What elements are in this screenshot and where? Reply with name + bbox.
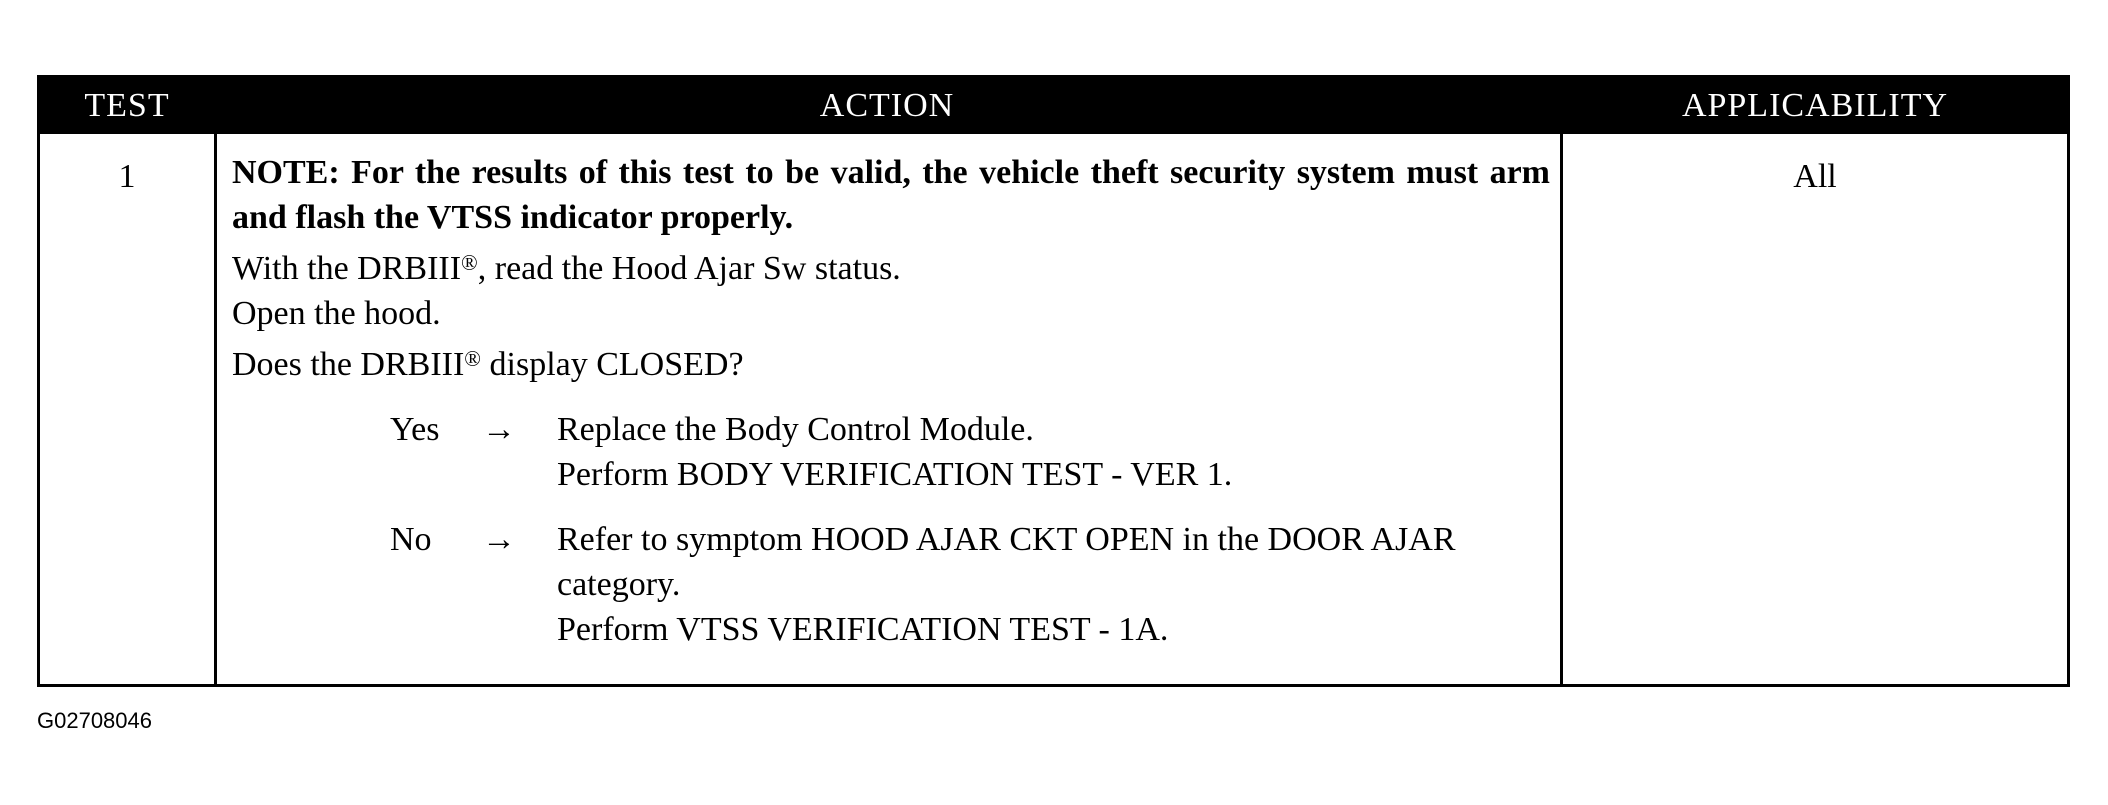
answer-label: Yes bbox=[390, 411, 440, 448]
header-test: TEST bbox=[84, 87, 170, 124]
column-divider bbox=[214, 134, 217, 684]
response-result: Replace the Body Control Module. Perform BODY VERIFICATION TEST - VER 1. bbox=[557, 411, 1233, 493]
applicability-value: All bbox=[1793, 158, 1837, 195]
test-number: 1 bbox=[118, 158, 136, 195]
figure-id: G02708046 bbox=[37, 708, 152, 733]
test-note: NOTE: For the results of this test to be valid, the vehicle theft security system must arm and flash the VTSS indicator properly. bbox=[232, 154, 1550, 236]
response-no bbox=[232, 517, 1550, 652]
instruction-line: Does the DRBIII® display CLOSED? bbox=[232, 346, 744, 383]
table-header bbox=[40, 78, 2067, 134]
header-applicability: APPLICABILITY bbox=[1681, 87, 1949, 124]
response-result: Refer to symptom HOOD AJAR CKT OPEN in the DOOR AJAR category. Perform VTSS VERIFICATION TEST - 1A. bbox=[557, 521, 1456, 648]
instruction-line: With the DRBIII®, read the Hood Ajar Sw status. bbox=[232, 250, 901, 287]
column-divider bbox=[1560, 134, 1563, 684]
instruction-line: Open the hood. bbox=[232, 295, 441, 332]
action-cell bbox=[232, 150, 1550, 652]
response-yes bbox=[232, 407, 1550, 497]
header-action: ACTION bbox=[819, 87, 955, 124]
arrow-icon: → bbox=[482, 521, 516, 558]
answer-label: No bbox=[390, 521, 432, 558]
arrow-icon: → bbox=[482, 411, 516, 448]
diagnostic-test-table bbox=[37, 75, 2070, 687]
